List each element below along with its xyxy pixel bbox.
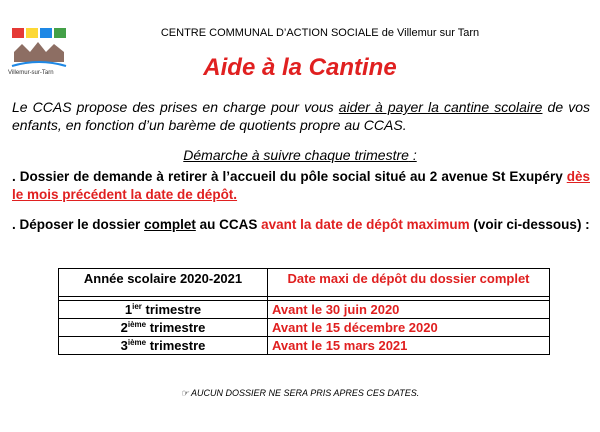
trimester-cell xyxy=(59,319,268,337)
trimester-ordinal: ième xyxy=(127,338,147,347)
procedure-heading-text: Démarche à suivre chaque trimestre xyxy=(183,147,409,163)
table-row xyxy=(59,319,550,337)
procedure-heading-suffix: : xyxy=(408,147,417,163)
header-school-year: Année scolaire 2020-2021 xyxy=(59,269,268,297)
deadline-cell: Avant le 15 décembre 2020 xyxy=(268,319,550,337)
intro-paragraph xyxy=(12,98,590,134)
step-one-deadline: dès le mois précédent la date de dépôt. xyxy=(12,169,590,202)
deadline-table xyxy=(58,268,550,355)
step-two-text-middle: au CCAS xyxy=(195,217,262,232)
intro-text-underlined: aider à payer la cantine scolaire xyxy=(338,99,543,115)
trimester-cell xyxy=(59,301,268,319)
step-two-text-end: (voir ci-dessous) : xyxy=(469,217,590,232)
trimester-ordinal: ier xyxy=(132,302,142,311)
page-title: Aide à la Cantine xyxy=(203,54,397,81)
trimester-number: 2 xyxy=(120,320,128,335)
trimester-label: trimestre xyxy=(146,320,206,335)
trimester-label: trimestre xyxy=(146,338,206,353)
logo-block-blue xyxy=(40,28,52,38)
step-two-text-start: . Déposer le dossier xyxy=(12,217,145,232)
trimester-ordinal: ième xyxy=(127,320,147,329)
trimester-number: 1 xyxy=(124,302,133,317)
trimester-label: trimestre xyxy=(141,302,202,317)
table-row xyxy=(59,337,550,355)
step-two xyxy=(12,216,590,234)
step-one xyxy=(12,168,590,204)
footer-text: AUCUN DOSSIER NE SERA PRIS APRES CES DATES. xyxy=(188,388,420,398)
step-one-text: . Dossier de demande à retirer à l’accueil du pôle social situé au 2 avenue St Exupéry xyxy=(12,169,567,184)
logo-block-green xyxy=(54,28,66,38)
table-header-row xyxy=(59,269,550,297)
procedure-heading xyxy=(0,147,600,163)
logo-caption: Villemur-sur-Tarn xyxy=(8,70,54,76)
step-two-complete: complet xyxy=(144,217,196,232)
pointing-hand-icon: ☞ xyxy=(180,388,189,398)
table-row xyxy=(59,301,550,319)
organization-header: CENTRE COMMUNAL D’ACTION SOCIALE de Villemur sur Tarn xyxy=(160,27,480,39)
deadline-cell: Avant le 15 mars 2021 xyxy=(268,337,550,355)
intro-text-end: de vos enfants, en fonction d’un barème de quotients propre au CCAS. xyxy=(12,99,591,133)
intro-text-start: Le CCAS propose des prises en charge pour vous xyxy=(12,99,339,115)
footer-notice xyxy=(0,388,600,399)
trimester-cell xyxy=(59,337,268,355)
logo-block-yellow xyxy=(26,28,38,38)
step-two-deadline: avant la date de dépôt maximum xyxy=(261,217,470,232)
logo-block-red xyxy=(12,28,24,38)
header-deadline: Date maxi de dépôt du dossier complet xyxy=(268,269,550,297)
trimester-number: 3 xyxy=(120,338,128,353)
deadline-cell: Avant le 30 juin 2020 xyxy=(268,301,550,319)
